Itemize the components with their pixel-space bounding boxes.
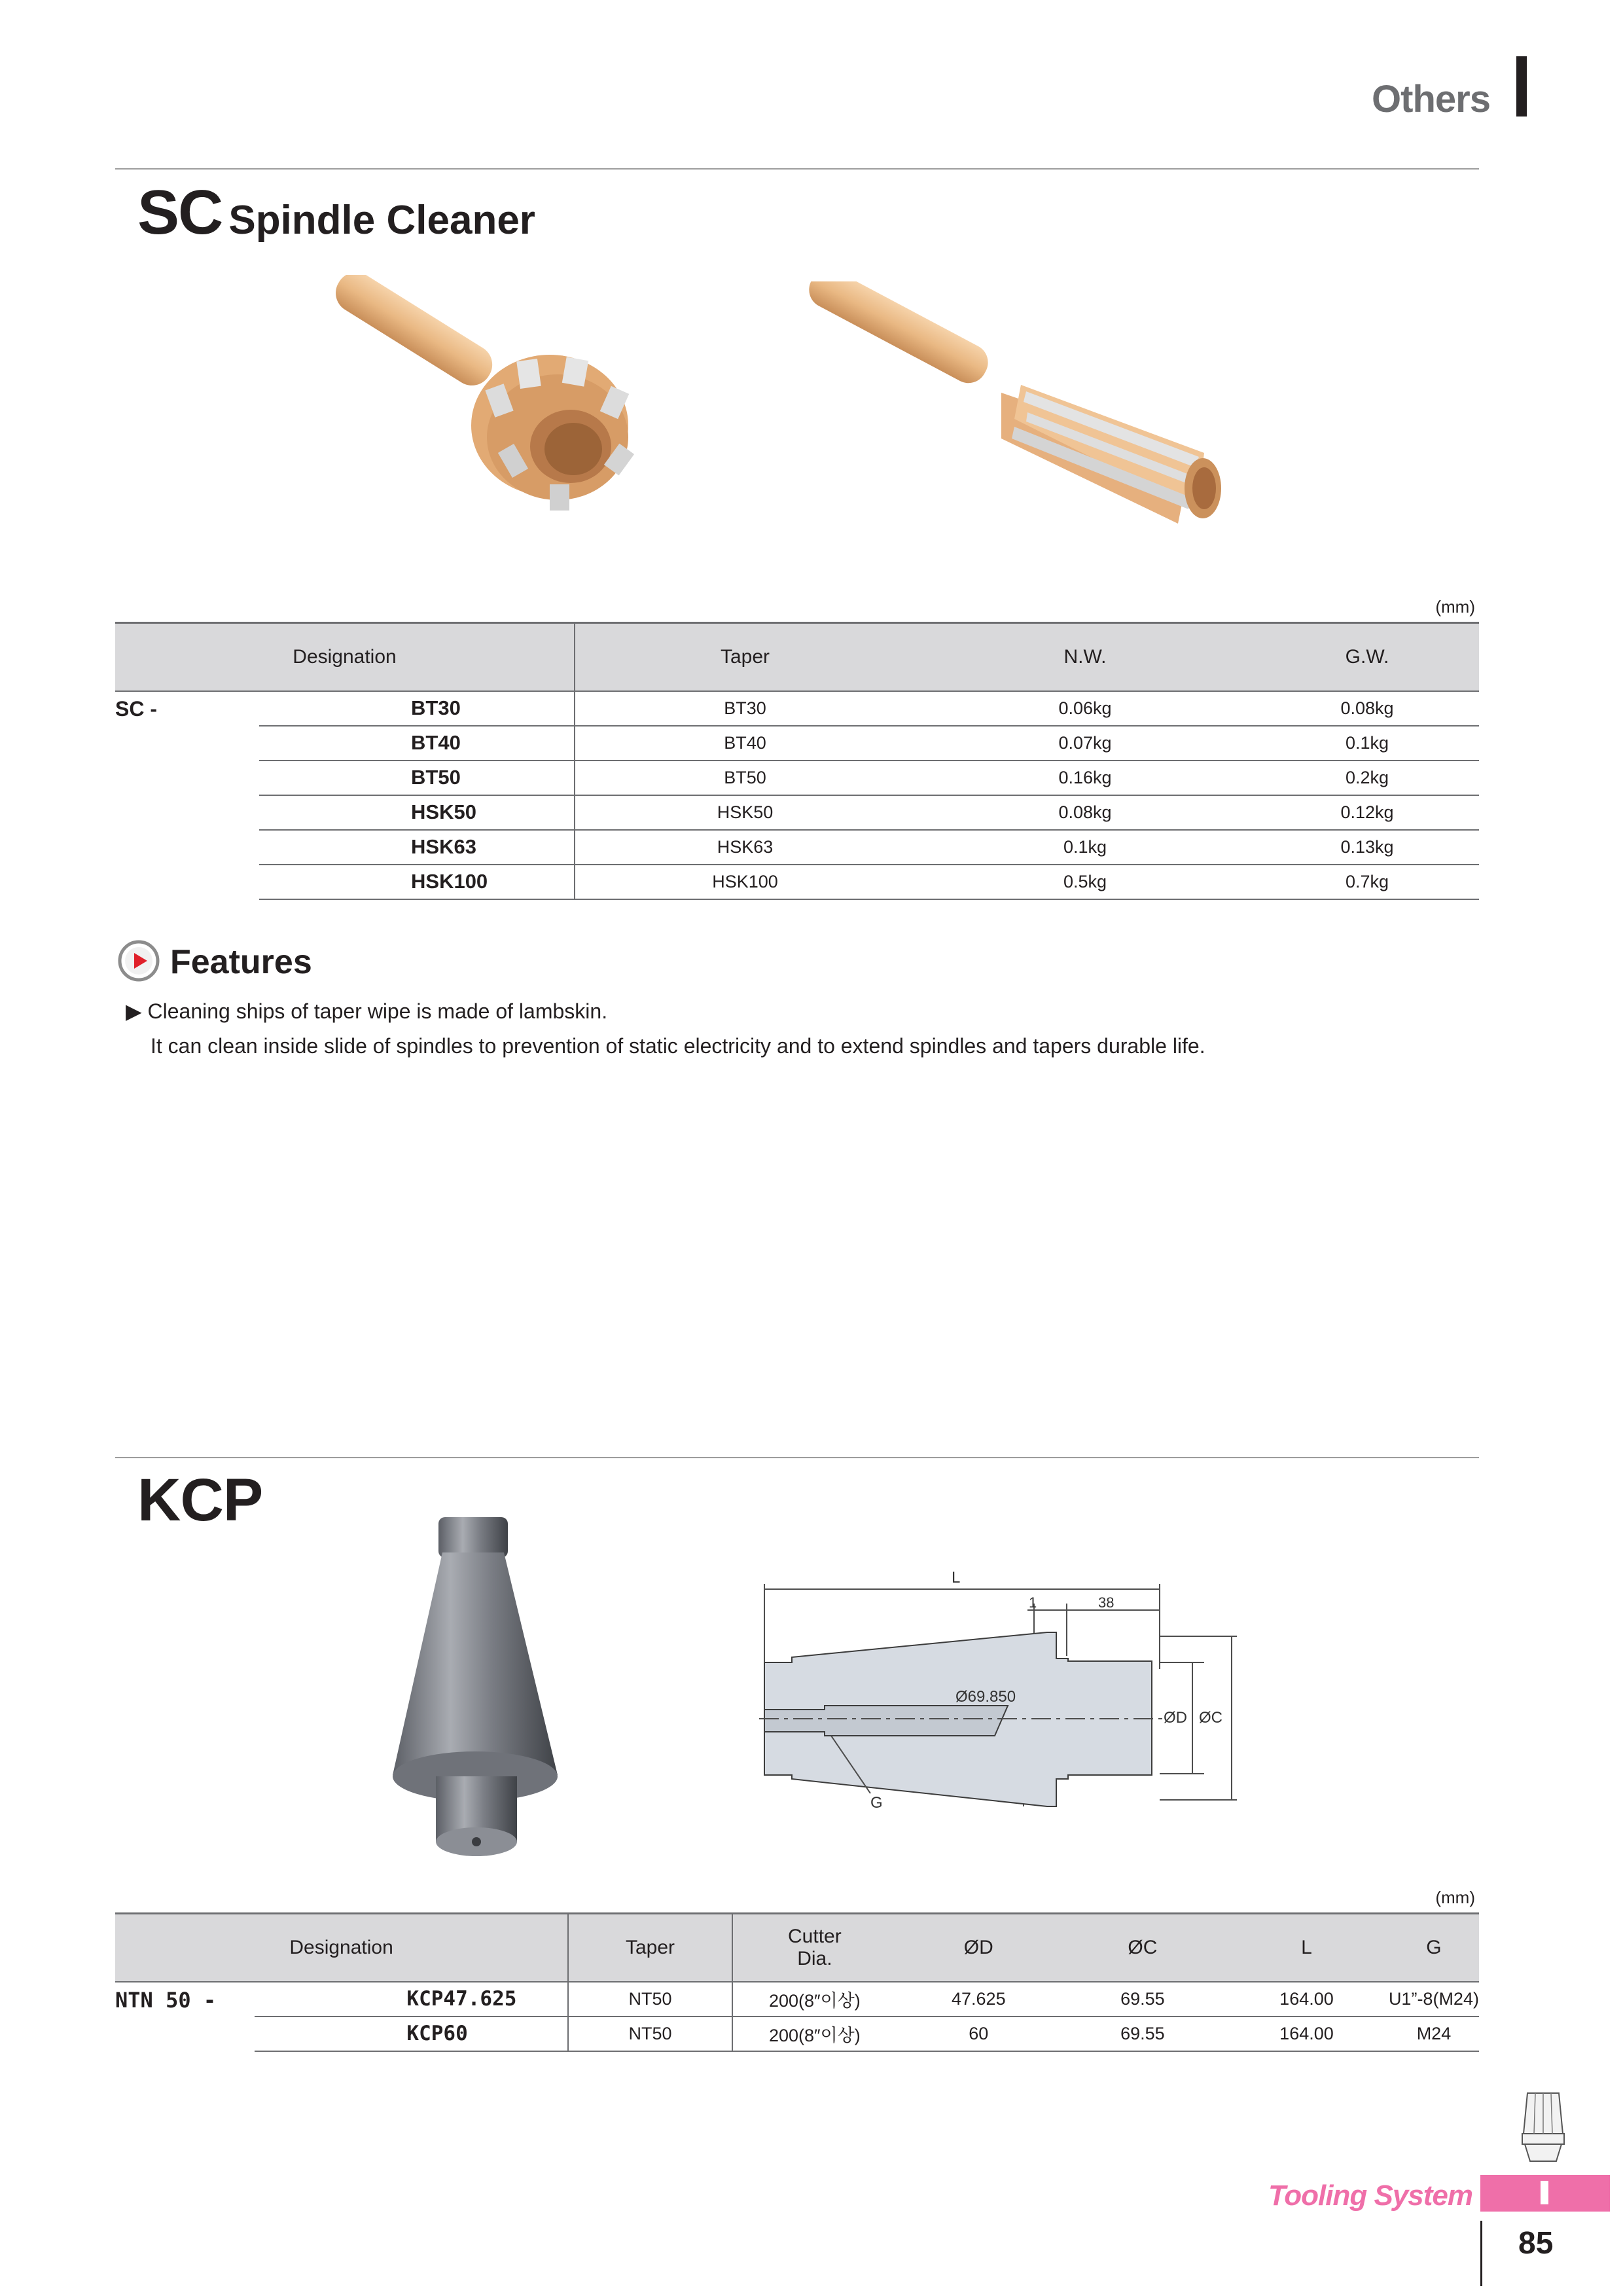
- sc-taper: BT30: [575, 691, 915, 726]
- sc-designation: HSK63: [259, 830, 575, 865]
- sc-designation: HSK50: [259, 795, 575, 830]
- sc-gw: 0.12kg: [1255, 795, 1479, 830]
- sc-spec-table: [115, 622, 1479, 900]
- kcp-table-header: [115, 1914, 1479, 1982]
- kcp-c: 69.55: [1061, 2017, 1224, 2051]
- dim-dia-label: Ø69.850: [955, 1688, 1016, 1706]
- kcp-header-designation: Designation: [115, 1914, 568, 1982]
- features-title: Features: [170, 943, 312, 981]
- kcp-d: 47.625: [897, 1982, 1061, 2017]
- footer-divider: [1480, 2221, 1482, 2286]
- kcp-technical-drawing: [759, 1571, 1257, 1833]
- table-row: [115, 865, 1479, 899]
- kcp-header-l: L: [1224, 1914, 1389, 1982]
- spindle-cleaner-image-2: [798, 281, 1257, 537]
- sc-taper: HSK50: [575, 795, 915, 830]
- sc-gw: 0.2kg: [1255, 761, 1479, 795]
- spindle-cleaner-image-1: [314, 275, 746, 537]
- sc-unit-label: (mm): [1435, 597, 1475, 617]
- sc-nw: 0.06kg: [915, 691, 1255, 726]
- kcp-divider: [115, 1457, 1479, 1458]
- sc-nw: 0.16kg: [915, 761, 1255, 795]
- kcp-l: 164.00: [1224, 2017, 1389, 2051]
- kcp-header-cutter-1: Cutter: [788, 1925, 842, 1947]
- sc-gw: 0.1kg: [1255, 726, 1479, 761]
- kcp-title: KCP: [137, 1467, 263, 1534]
- dim-d-label: ØD: [1164, 1709, 1187, 1727]
- kcp-header-d: ØD: [897, 1914, 1061, 1982]
- collet-icon: [1517, 2088, 1569, 2166]
- sc-gw: 0.7kg: [1255, 865, 1479, 899]
- sc-table-header: [115, 623, 1479, 691]
- kcp-cutter: 200(8″이상): [732, 2017, 897, 2051]
- features-line-2: It can clean inside slide of spindles to prevention of static electricity and to extend spindles and tapers durable life.: [151, 1034, 1205, 1058]
- kcp-d: 60: [897, 2017, 1061, 2051]
- sc-nw: 0.07kg: [915, 726, 1255, 761]
- table-row: [115, 761, 1479, 795]
- sc-header-designation: Designation: [115, 623, 575, 691]
- kcp-designation: KCP47.625: [255, 1982, 568, 2017]
- kcp-g: U1”-8(M24): [1389, 1982, 1479, 2017]
- page-number: 85: [1518, 2226, 1554, 2261]
- sc-header-nw: N.W.: [915, 623, 1255, 691]
- kcp-header-taper: Taper: [568, 1914, 732, 1982]
- table-row: [115, 726, 1479, 761]
- sc-nw: 0.08kg: [915, 795, 1255, 830]
- section-marker: [1516, 56, 1527, 117]
- table-row: [115, 795, 1479, 830]
- kcp-taper: NT50: [568, 1982, 732, 2017]
- triangle-bullet-icon: ▶: [126, 999, 148, 1023]
- top-divider: [115, 168, 1479, 170]
- sc-title: [137, 177, 535, 249]
- dim-c-label: ØC: [1199, 1709, 1222, 1727]
- kcp-cutter: 200(8″이상): [732, 1982, 897, 2017]
- features-text-1: Cleaning ships of taper wipe is made of lambskin.: [147, 999, 608, 1023]
- kcp-unit-label: (mm): [1435, 1888, 1475, 1907]
- sc-code: SC: [137, 177, 223, 247]
- sc-nw: 0.5kg: [915, 865, 1255, 899]
- sc-nw: 0.1kg: [915, 830, 1255, 865]
- sc-taper: HSK63: [575, 830, 915, 865]
- kcp-c: 69.55: [1061, 1982, 1224, 2017]
- dim-1-label: 1: [1029, 1594, 1037, 1611]
- sc-designation: BT30: [259, 691, 575, 726]
- features-line-1: [126, 999, 607, 1024]
- play-circle-icon: [118, 940, 160, 982]
- sc-name: Spindle Cleaner: [228, 198, 535, 243]
- sc-taper: HSK100: [575, 865, 915, 899]
- footer-tab-marker: [1541, 2181, 1548, 2204]
- kcp-spec-table: [115, 1912, 1479, 2052]
- kcp-designation: KCP60: [255, 2017, 568, 2051]
- sc-designation: HSK100: [259, 865, 575, 899]
- kcp-adapter-image: [386, 1512, 569, 1865]
- sc-gw: 0.13kg: [1255, 830, 1479, 865]
- kcp-header-c: ØC: [1061, 1914, 1224, 1982]
- brand-footer: Tooling System: [1268, 2179, 1472, 2212]
- kcp-g: M24: [1389, 2017, 1479, 2051]
- sc-designation: BT50: [259, 761, 575, 795]
- kcp-taper: NT50: [568, 2017, 732, 2051]
- kcp-prefix: NTN 50 -: [115, 1987, 217, 2013]
- sc-taper: BT50: [575, 761, 915, 795]
- kcp-header-cutter-2: Dia.: [797, 1947, 832, 1969]
- sc-header-taper: Taper: [575, 623, 915, 691]
- dim-38-label: 38: [1098, 1594, 1115, 1611]
- sc-designation: BT40: [259, 726, 575, 761]
- kcp-l: 164.00: [1224, 1982, 1389, 2017]
- kcp-header-g: G: [1389, 1914, 1479, 1982]
- table-row: [115, 830, 1479, 865]
- sc-header-gw: G.W.: [1255, 623, 1479, 691]
- sc-taper: BT40: [575, 726, 915, 761]
- dim-l-label: L: [952, 1571, 961, 1587]
- table-row: [115, 691, 1479, 726]
- dim-g-label: G: [870, 1794, 883, 1812]
- table-row: [115, 2017, 1479, 2051]
- sc-prefix: SC -: [115, 696, 157, 721]
- section-title: Others: [1372, 78, 1490, 120]
- sc-gw: 0.08kg: [1255, 691, 1479, 726]
- table-row: [115, 1982, 1479, 2017]
- kcp-header-cutter: [732, 1914, 897, 1982]
